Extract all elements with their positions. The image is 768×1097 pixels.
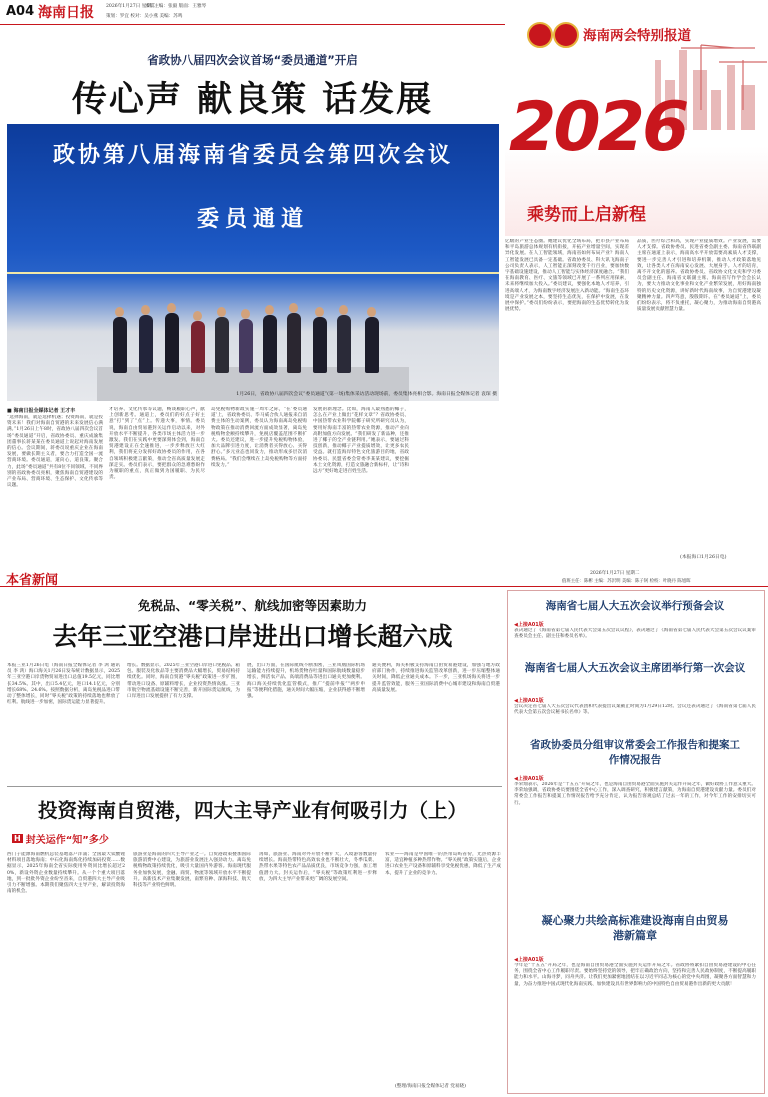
story2-col-4: 通关便利，海关积极支持海南自由贸易港建设，加强与地方政府部门协作，持续推进海关监管改革创新，进一步压缩整体通关时间，降低企业通关成本。下一步，三亚机场海关将进一步提升监管效能，服务三亚国际消费中心城市建设和海南自贸港高质量发展。 [372, 663, 500, 693]
lead-col-6: 品质，医疗综合和高，实现产业提质增效。产业发展，需要人才支撑。省政协委员、民进省委会副主委、海南省侨联副主席在通道上表示，海南高水平开放需要高素质人才支撑，要进一步完善人才引进和培养机制，推动人才政策落地见效，让各类人才在海南安心发展、大展身手。人才的培育，离不开文化的滋养。省政协委员、省政协文化文史和学习委员会副主任、海南省文联副主席、海南省写作学会会长认为，要大力推动文化事业和文化产业繁荣发展，用好海南独特的历史文化资源，讲好新时代海南故事，为自贸港建设凝聚精神力量。四声笃意，殷殷期许。在“委员通道”上，委员们纷纷表示，将不负重托，凝心聚力，为推动海南自贸港高质量发展贡献智慧力量。 [637, 239, 761, 313]
section-name: 本省新闻 [6, 573, 59, 588]
side-tag-3: ◀上接A01版 [514, 776, 544, 782]
lead-col-1: “选择海南，就是选择机遇；投资海南，就是投资未来！我们对海南自贸港的未来发展信心满满。”1月26日上午8时，省政协八届四次会议首场“委员通道”开启，省政协委员、重庆成渝集团董事长蒋某某在委员通道上说起对海南发展的信心。会议期间，蒋委员说重庆企业在海南发展，要做长期主义者，要合力打造全国一流营商环境。委员通道，道向心，道良策。聚合力，此场“委员通道”共有8位不同领域、不同界别的省政协委员亮相，聚焦海南自贸港建设的产业布局、营商环境、生态保护、文化传承等议题。 [7, 415, 103, 489]
side-tag-2: ◀上接A01版 [514, 698, 544, 704]
side-text-4: 今年是“十五五”开局之年，也是海南自由贸易港全面实施封关运作开局之年。省政协将紧扣自由贸易港建设的中心任务，围绕全省中心工作履职尽责。要始终坚持党的领导，把牢正确政治方向，坚持和完善人民政协制度，不断提高履职能力和水平。山海寻梦，同舟共济。让我们更加紧密地团结在以习近平同志为核心的党中央周围，凝聚各方面智慧和力量，为奋力推进中国式现代化海南实践、加快建设具有世界影响力的中国特色自由贸易港作出新的更大贡献！ [514, 963, 756, 987]
story3-badge [12, 832, 109, 845]
story2-kicker: 免税品、“零关税”、航线加密等因素助力 [138, 598, 367, 613]
side-text-3: 李荣灿表示，2026年是“十五五”开局之年，也是海南自由贸易港全面实施封关运作开局之年，做好政协工作意义重大。李荣灿强调，省政协委员要围绕全省中心工作，深入调查研究，积极建言献策，为海南自贸港建设贡献力量。委员们对常委会工作报告和提案工作情况报告给予充分肯定，认为报告客观总结了过去一年的工作，对今年工作的安排切实可行。 [514, 782, 756, 806]
story2-col-3: 展，出口方面，在国际航线不断加密，三亚凤凰国际机场运输能力持续提升，机场货物吞吐量和国际航线数量稳步增长，鲜活农产品、高端消费品等进出口通关更加便利。海口海关持续优化监管模式，推广“提前申报”“两步申报”等便利化措施，通关时间大幅压缩，企业获得感不断增强。 [247, 663, 365, 700]
lead-col-3: 岛免税购物新政实施一周年之际，“在‘委员通道’上，省政协委员、毕马威合伙人通报来自消费主体的生动案例，委员认为海南离岛免税购物政策在推动消费回流方面成效显著，离岛免税购物金额持续攀升，免税店覆盖范围不断扩大。委员还建议，进一步提升免税购物体验，加大品牌引进力度，让消费者买得放心、买得舒心。”多元业态也同发力，推动形成多层次消费格局。“我们会继续在上岛免税购物等方面持续发力。” [211, 407, 307, 468]
story3-col-1: 西门子能源海南燃机总装基地落户洋浦；全国最大钛酸锂材料项目落地海南；中石化海南炼化持续加码投资……数据显示，2025年海南全省实际使用外资同比增长超过20%，新设外资企业数量持续攀升。从一个个重大项目落地，到一批批外资企业纷至沓来，自贸港四大主导产业吸引力不断增强。本期我们聚焦四大主导产业，解读投资海南的机会。 [7, 852, 125, 895]
photo-caption: 1月26日，省政协八届四次会议“委员通道”(第一场)集体采访活动现场前，委员集体亮相合影。海南日报全媒体记者 袁琛 摄 [236, 392, 497, 397]
story2-col-2: 增长。数据显示，2025年三亚空港口岸进口免税品、箱包、服装及化妆品等主要消费品大幅增长，贸易结构持续优化。同时，海南自贸港“零关税”政策进一步扩围，带动进口设备、原辅料增长，企业投资热情高涨。三亚市航空物流基础设施不断完善，新开国际货运航线，为口岸进出口发展提供了有力支撑。 [127, 663, 240, 700]
side-text-2: 会议决定省七届人大五次会议代表团和代表提出议案截止时间为1月29日12时。会议还表决通过了《海南省第七届人民代表大会第五次会议秘书长名单》等。 [514, 704, 756, 716]
lead-byline: ■ 海南日报全媒体记者 王才丰 [7, 408, 76, 414]
side-title-1: 海南省七届人大五次会议举行预备会议 [545, 600, 725, 612]
badge-label: 封关运作“知”多少 [25, 835, 109, 846]
slogan: 乘势而上启新程 [527, 205, 646, 225]
section-editors: 值班主任：陈彬 主编：苏沢明 美编：陈子轲 检校：叶晓丹 陈旭晖 [562, 579, 691, 584]
date-line: 2026年1月27日 星期二 [106, 4, 156, 9]
editors-2: 策划：罗宜 校对：吴小燕 美编：苏鸣 [106, 14, 183, 19]
story3-end: (整理/海南日报全媒体记者 党易晓) [395, 1084, 466, 1089]
lead-col-2: 才培养、文化传承等议题，畅谈履职心声，献上创新思考。通道上，委员们的好点子好主意“打”到了“点”上。传递大事，事情。委员说，海南自由贸易港封关运作启动以来，对外开放水平不断提升，各类市场主体活力进一步激发。我们在实践中更要深刻体会到，海南自贸港建设正在全速推进，一步步释放巨大红利，我们将充分发挥好政协委员的作用，在各自领域积极建言献策，推动全省高质量发展走深走实。委员们表示，要把群众的急难愁盼作为履职的重点，真正做到为国履职、为民尽责。 [109, 407, 205, 481]
lead-end: (本报海口1月26日电) [680, 555, 727, 560]
big-year: 2026 [509, 88, 687, 167]
side-text-1: 表决通过了《海南省第七届人民代表大会第五次会议议程》，表决通过了《海南省第七届人民代表大会第五次会议议案审查委员会主任、副主任和委员名单》。 [514, 628, 756, 640]
photo-subtitle: 委员通道 [196, 206, 309, 232]
lead-photo [7, 124, 499, 401]
story3-col-2: 旅游业是海南的四大主导产业之一。自贸港政策叠加国际旅游消费中心建设，为旅游业发展注入强劲动力。离岛免税购物政策持续优化，吸引大量国内外游客。海南现代服务业加快发展，金融、商贸、物流等领域开放水平不断提升。高新技术产业集聚发展，南繁育种、深海科技、航天科技等产业特色鲜明。 [133, 852, 251, 889]
side-title-3: 省政协委员分组审议常委会工作报告和提案工作情况报告 [530, 739, 740, 766]
paper-name: 海南日报 [38, 5, 94, 21]
side-title-4: 凝心聚力共绘高标准建设海南自由贸易港新篇章 [541, 914, 729, 942]
page-number: A04 [6, 4, 35, 19]
side-tag-4: ◀上接A01版 [514, 957, 544, 963]
lead-kicker: 省政协八届四次会议首场“委员通道”开启 [147, 53, 358, 67]
badge-letter: H [14, 834, 21, 843]
story2-headline: 去年三亚空港口岸进出口增长超六成 [52, 622, 453, 651]
story3-col-4: 农业——海南是中国唯一的热带岛屿省份，光热资源丰富，适宜种植多种热带作物。“零关税”政策实施后，企业进口农业生产设备和原辅料享受免税优惠，降低了生产成本，提升了企业的竞争力。 [385, 852, 501, 876]
story3-col-3: 再如，旅游业、海南对外开放不断扩大，入境游客数量持续增长。海南热带特色高效农业也不断壮大，冬季瓜菜、热带水果等特色农产品品质优良，市场竞争力强，加工增值潜力大。封关运作后，“零关税”等政策红利进一步释放，为四大主导产业带来更广阔的发展空间。 [259, 852, 377, 882]
editors: 本版主编：张毅 版面：王雅琴 [145, 4, 207, 9]
section-date: 2026年1月27日 星期二 [590, 571, 640, 576]
lead-col-5: 亿级的产业生态圈。她建议优化全域布局，把市县产业布局和平岛旅游总体规划有机衔接，开拓产业增量空间，实现差异化发展。在人工智能领域，海南省如何布局产业？海南人工智能发展已具备一定基础。省政协委员、科大讯飞海南子公司负责人表示，人工智能正深刻改变千行百业，要加快数字基础设施建设，推动人工智能与实体经济深度融合。“我们在海南教育、医疗、文旅等领域已开展了一系列应用探索，未来将继续加大投入。”委员建议，要强化本地人才培养，引进高端人才，为海南数字经济发展注入新动能。“海南生态环境是产业发展之本，要坚持生态优先，在保护中发展，在发展中保护。”委员们纷纷表示，要把海南的生态优势转化为发展优势。 [505, 239, 629, 313]
special-report-banner [505, 0, 768, 236]
photo-banner: 政协第八届海南省委员会第四次会议 [52, 142, 453, 168]
side-tag-1: ◀上接A01版 [514, 622, 544, 628]
section-header [0, 568, 768, 587]
lead-headline: 传心声 献良策 话发展 [71, 80, 434, 120]
story3-headline: 投资海南自贸港，四大主导产业有何吸引力（上） [37, 799, 467, 822]
special-report-title: 海南两会特别报道 [583, 28, 691, 44]
story2-col-1: 本报三亚1月26日电（海南日报全媒体记者 李 鸿 通讯员 李 鸿）海口海关1月26日发布统计数据显示，2025年三亚空港口岸货物贸易进出口总值19.5亿元，同比增长34.5%。其中，出口5.4亿元，进口14.1亿元，分别增长68%、24.6%。按照数据分析，离岛免税品进口带动了整体增长，同时“零关税”政策的持续落地也释放了红利。航线进一步加密，国际货运能力显著提升。 [7, 663, 120, 706]
side-title-2: 海南省七届人大五次会议主席团举行第一次会议 [524, 662, 746, 674]
lead-col-4: 发展的新理念。比如，海南人最熟悉的椰子，怎么在产业上做出“花样文章”？省政协委员、中国热带农业科学院椰子研究所研究员认为，要用好海南丰富的热带农业资源，推动产业向高附加值方向发展。“我们研发了新品种，还推进了椰子的全产业链利用。”她表示，要通过科技创新，推动椰子产业提质增效，让更多农民受益。就打造海岸特色文化旅游目的地，省政协委员、民盟省委会常委李某某建议，要挖掘本土文化资源，打造文旅融合新标杆，让“诗和远方”更好地走进百姓生活。 [313, 407, 409, 475]
